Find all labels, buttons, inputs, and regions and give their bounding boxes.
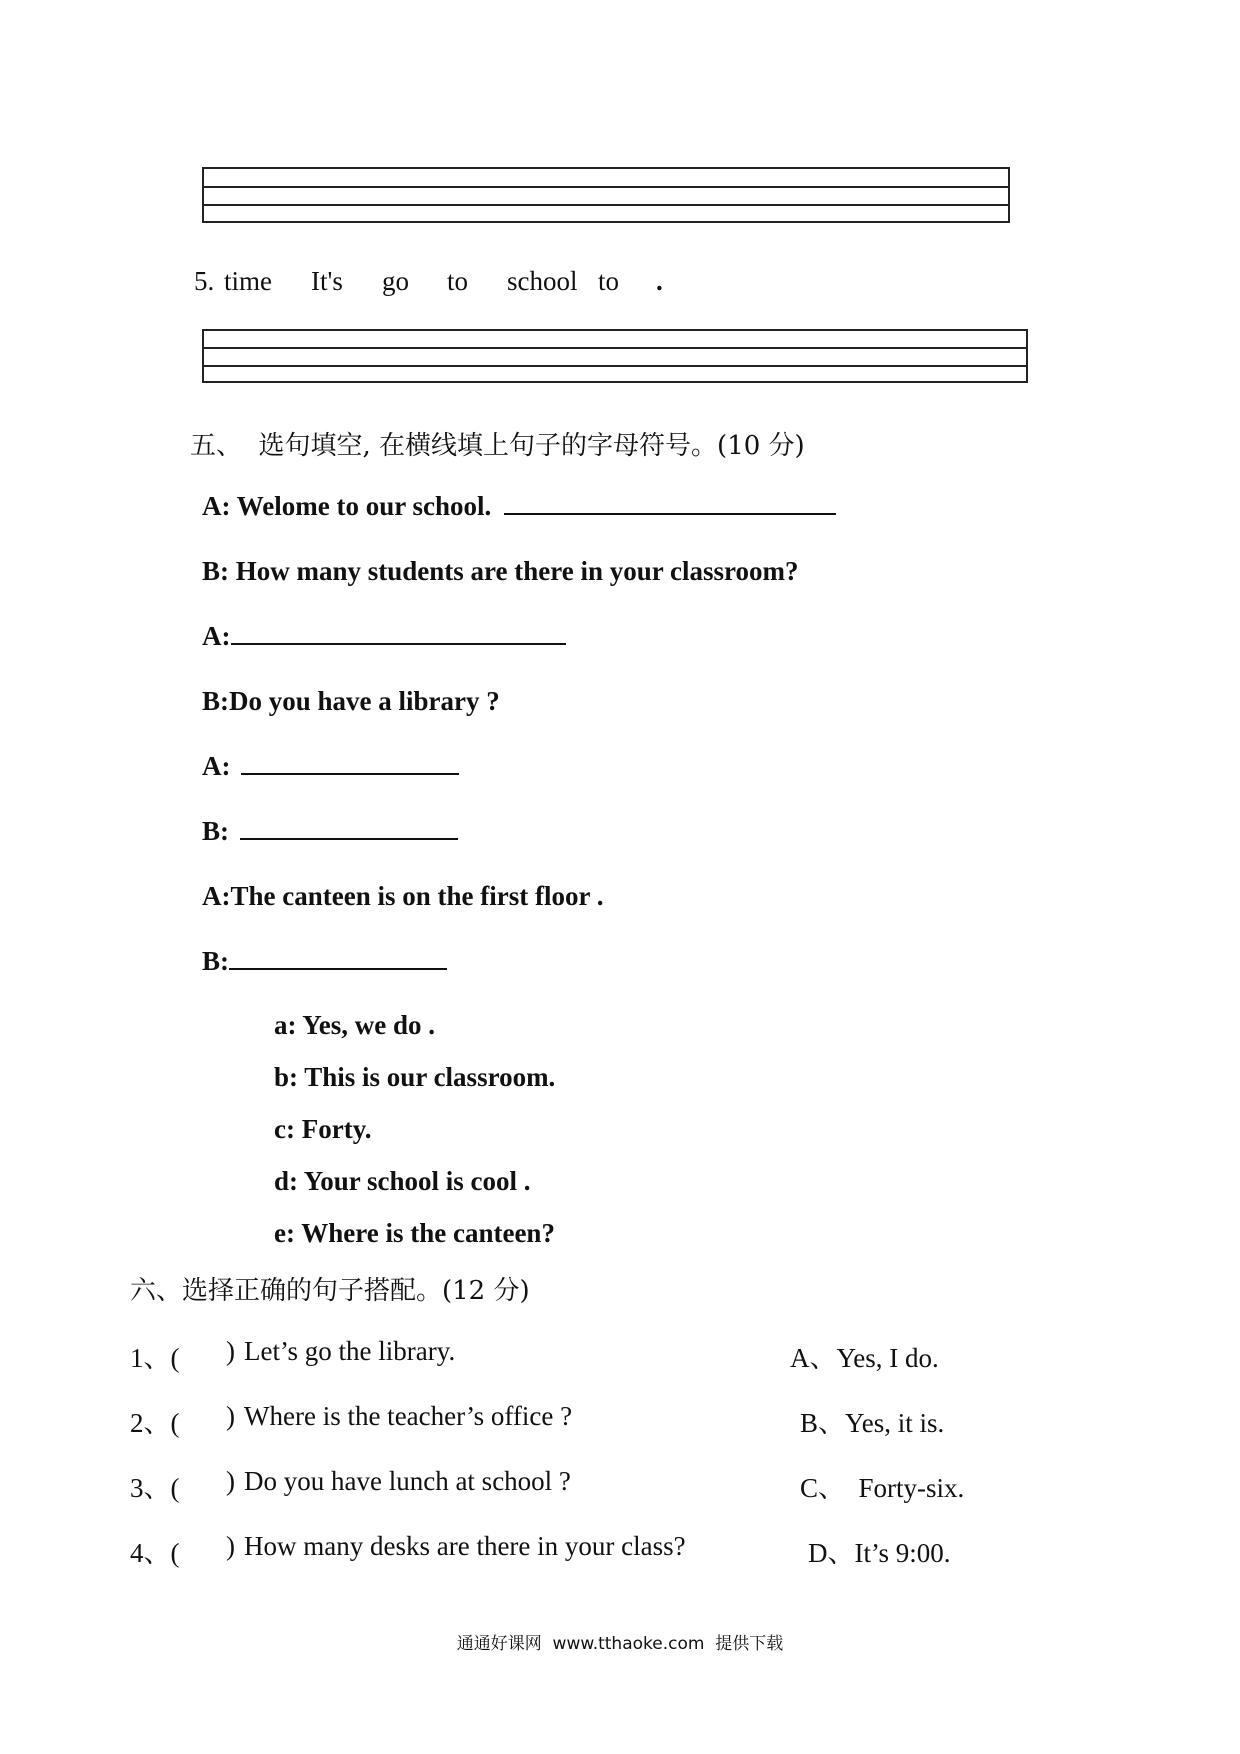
question-number: 1、( [130, 1343, 180, 1373]
answer-blank[interactable] [240, 816, 458, 840]
word: . [656, 266, 663, 296]
question-text: Do you have lunch at school ? [244, 1466, 571, 1496]
option-e: e: Where is the canteen? [274, 1218, 555, 1248]
word: to [598, 266, 620, 296]
word: go [382, 266, 409, 296]
section-5-heading: 五、 选句填空, 在横线填上句子的字母符号。(10 分) [190, 431, 805, 461]
answer-blank[interactable] [231, 621, 566, 645]
dialogue-line-7: A:The canteen is on the first floor . [202, 881, 604, 911]
dialogue-line-3 [202, 621, 566, 652]
answer-option: A、Yes, I do. [790, 1343, 939, 1373]
answer-option: B、Yes, it is. [800, 1408, 945, 1438]
writing-lines-item4 [202, 167, 1010, 223]
question-number: 4、( [130, 1538, 180, 1568]
item-number: 5. [194, 266, 215, 296]
answer-blank[interactable] [241, 751, 459, 775]
dialogue-text: A: [202, 621, 231, 651]
answer-blank[interactable] [504, 491, 836, 515]
word: school [507, 266, 578, 296]
question-number: 3、( [130, 1473, 180, 1503]
dialogue-text: A: Welome to our school. [202, 491, 492, 521]
answer-paren-close[interactable]: ) [226, 1401, 235, 1431]
page-footer: 通通好课网 www.tthaoke.com 提供下载 [456, 1634, 784, 1654]
answer-option: D、It’s 9:00. [808, 1538, 951, 1568]
writing-lines-item5 [202, 329, 1028, 383]
dialogue-line-4: B:Do you have a library ? [202, 686, 500, 716]
question-text: Let’s go the library. [244, 1336, 456, 1366]
word: It's [311, 266, 343, 296]
dialogue-text: B: [202, 816, 229, 846]
dialogue-line-8 [202, 946, 447, 977]
section-6-heading: 六、选择正确的句子搭配。(12 分) [130, 1276, 530, 1306]
option-c: c: Forty. [274, 1114, 372, 1144]
answer-paren-close[interactable]: ) [226, 1531, 235, 1561]
dialogue-line-1 [202, 491, 836, 522]
dialogue-line-6 [202, 816, 458, 847]
dialogue-line-5 [202, 751, 459, 782]
question-number: 2、( [130, 1408, 180, 1438]
dialogue-text: A: [202, 751, 231, 781]
dialogue-text: B: [202, 946, 229, 976]
question-text: Where is the teacher’s office ? [244, 1401, 573, 1431]
word: time [224, 266, 272, 296]
word: to [447, 266, 469, 296]
option-b: b: This is our classroom. [274, 1062, 556, 1092]
answer-paren-close[interactable]: ) [226, 1466, 235, 1496]
option-a: a: Yes, we do . [274, 1010, 435, 1040]
dialogue-line-2: B: How many students are there in your classroom? [202, 556, 799, 586]
question-text: How many desks are there in your class? [244, 1531, 686, 1561]
answer-paren-close[interactable]: ) [226, 1336, 235, 1366]
answer-blank[interactable] [229, 946, 447, 970]
answer-option: C、 Forty-six. [800, 1473, 965, 1503]
option-d: d: Your school is cool . [274, 1166, 531, 1196]
